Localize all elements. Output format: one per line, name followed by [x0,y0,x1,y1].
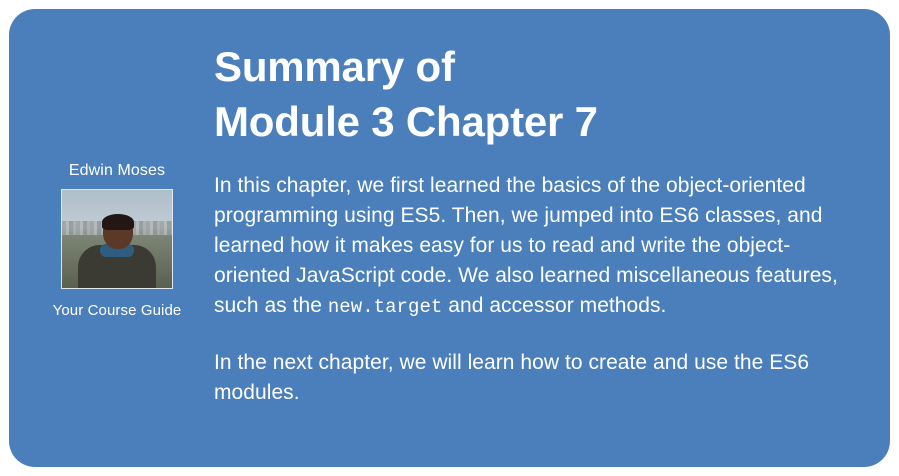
title-line-2: Module 3 Chapter 7 [214,98,598,145]
slide-content [214,39,862,408]
next-chapter-paragraph: In the next chapter, we will learn how to create and use the ES6 modules. [214,351,810,404]
summary-paragraph [214,171,862,322]
summary-text-part-2: and accessor methods. [442,294,667,317]
summary-text-part-1: In this chapter, we first learned the basics of the object-oriented programming using ES5. Then, we jumped into ES6 classes, and learned how it makes easy for us to read and write the object-oriented JavaScript code. We also learned miscellaneous features, such as the [214,174,838,317]
page-title [214,39,862,149]
photo-person-hair [102,214,134,230]
title-line-1: Summary of [214,43,455,90]
slide-body [214,171,862,408]
slide-container [9,9,890,467]
inline-code-new-target: new.target [327,296,443,318]
presenter-name: Edwin Moses [68,162,166,179]
presenter-photo [61,189,173,289]
presenter-block [37,161,197,321]
presenter-role: Your Course Guide [52,302,182,319]
